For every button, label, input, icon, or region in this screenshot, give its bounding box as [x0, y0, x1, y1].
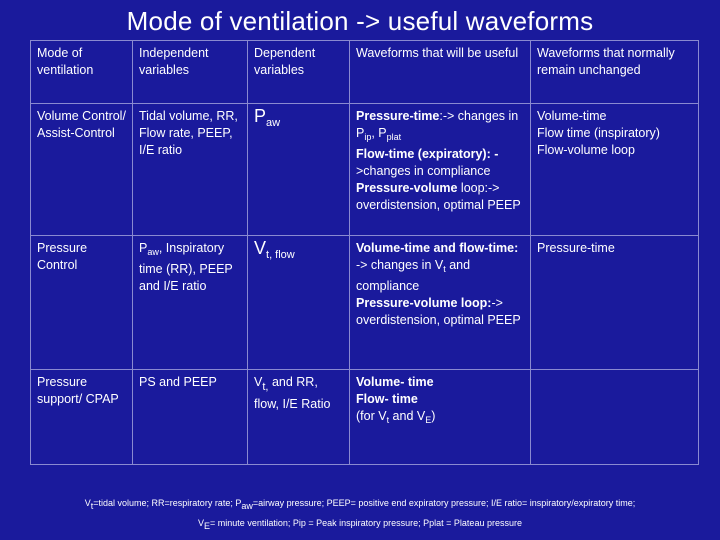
footnote-text: V	[84, 498, 91, 508]
dependent-main: P	[254, 106, 267, 126]
useful-heading: Volume-time and flow-time:	[356, 241, 519, 255]
unchanged-cell	[531, 370, 699, 465]
useful-cell	[350, 104, 531, 236]
useful-text: :-> changes in P	[356, 109, 519, 140]
independent-cell: Tidal volume, RR, Flow rate, PEEP, I/E ratio	[133, 104, 248, 236]
mode-cell: Pressure Control	[31, 236, 133, 370]
dependent-sub: t,	[262, 381, 269, 393]
dependent-cell	[248, 236, 350, 370]
useful-text: -> overdistension, optimal PEEP	[356, 296, 521, 327]
unchanged-item: Flow-volume loop	[537, 143, 635, 157]
footnote-text: =airway pressure; PEEP= positive end expiratory pressure; I/E ratio= inspiratory/expiratory time;	[252, 498, 636, 508]
dependent-main: V	[254, 238, 267, 258]
footnote-text: =tidal volume; RR=respiratory rate; P	[93, 498, 242, 508]
header-useful: Waveforms that will be useful	[350, 41, 531, 104]
subscript: plat	[386, 132, 402, 142]
dependent-sub: t, flow	[266, 249, 295, 261]
dependent-text: and RR, flow, I/E Ratio	[254, 375, 331, 411]
subscript: t	[443, 264, 446, 274]
independent-text: P	[139, 241, 148, 255]
mode-cell: Volume Control/ Assist-Control	[31, 104, 133, 236]
useful-heading: Pressure-volume	[356, 181, 458, 195]
independent-text: , Inspiratory time (RR), PEEP and I/E ratio	[139, 241, 233, 293]
useful-text: (for V	[356, 409, 387, 423]
table-row	[31, 236, 699, 370]
useful-heading: Volume- time	[356, 375, 434, 389]
unchanged-cell	[531, 104, 699, 236]
subscript: E	[204, 521, 211, 531]
useful-heading: Flow-time (expiratory): -	[356, 147, 499, 161]
subscript: E	[425, 415, 432, 425]
header-dependent: Dependent variables	[248, 41, 350, 104]
unchanged-item: Flow time (inspiratory)	[537, 126, 660, 140]
footnote-definitions	[0, 518, 720, 531]
subscript: t	[90, 501, 94, 511]
waveform-table	[30, 40, 699, 465]
independent-cell: PS and PEEP	[133, 370, 248, 465]
subscript: aw	[147, 247, 159, 257]
footnote-text: V	[198, 518, 205, 528]
useful-heading: Flow- time	[356, 392, 418, 406]
useful-text: , P	[371, 126, 387, 140]
dependent-cell	[248, 104, 350, 236]
table-row	[31, 370, 699, 465]
table-row	[31, 104, 699, 236]
useful-text: )	[431, 409, 436, 423]
header-mode: Mode of ventilation	[31, 41, 133, 104]
mode-cell: Pressure support/ CPAP	[31, 370, 133, 465]
table-header-row	[31, 41, 699, 104]
unchanged-item: Volume-time	[537, 109, 607, 123]
unchanged-cell	[531, 236, 699, 370]
dependent-cell	[248, 370, 350, 465]
useful-text: -> changes in V	[356, 258, 444, 272]
useful-cell	[350, 370, 531, 465]
header-independent: Independent variables	[133, 41, 248, 104]
useful-cell	[350, 236, 531, 370]
useful-heading: Pressure-time	[356, 109, 440, 123]
useful-text: and compliance	[356, 258, 471, 293]
dependent-sub: aw	[266, 117, 281, 129]
useful-text: loop:-> overdistension, optimal PEEP	[356, 181, 521, 212]
header-unchanged: Waveforms that normally remain unchanged	[531, 41, 699, 104]
dependent-main: V	[254, 375, 263, 389]
unchanged-item: Pressure-time	[537, 241, 615, 255]
subscript: t	[386, 415, 390, 425]
independent-cell	[133, 236, 248, 370]
useful-heading: Pressure-volume loop:	[356, 296, 492, 310]
useful-text: >changes in compliance	[356, 164, 491, 178]
slide-title: Mode of ventilation -> useful waveforms	[126, 6, 594, 36]
footnote-text: = minute ventilation; Pip = Peak inspiratory pressure; Pplat = Plateau pressure	[210, 518, 522, 528]
footnote-abbreviations	[0, 498, 720, 511]
useful-text: and V	[389, 409, 426, 423]
subscript: ip	[364, 132, 372, 142]
subscript: aw	[241, 501, 253, 511]
